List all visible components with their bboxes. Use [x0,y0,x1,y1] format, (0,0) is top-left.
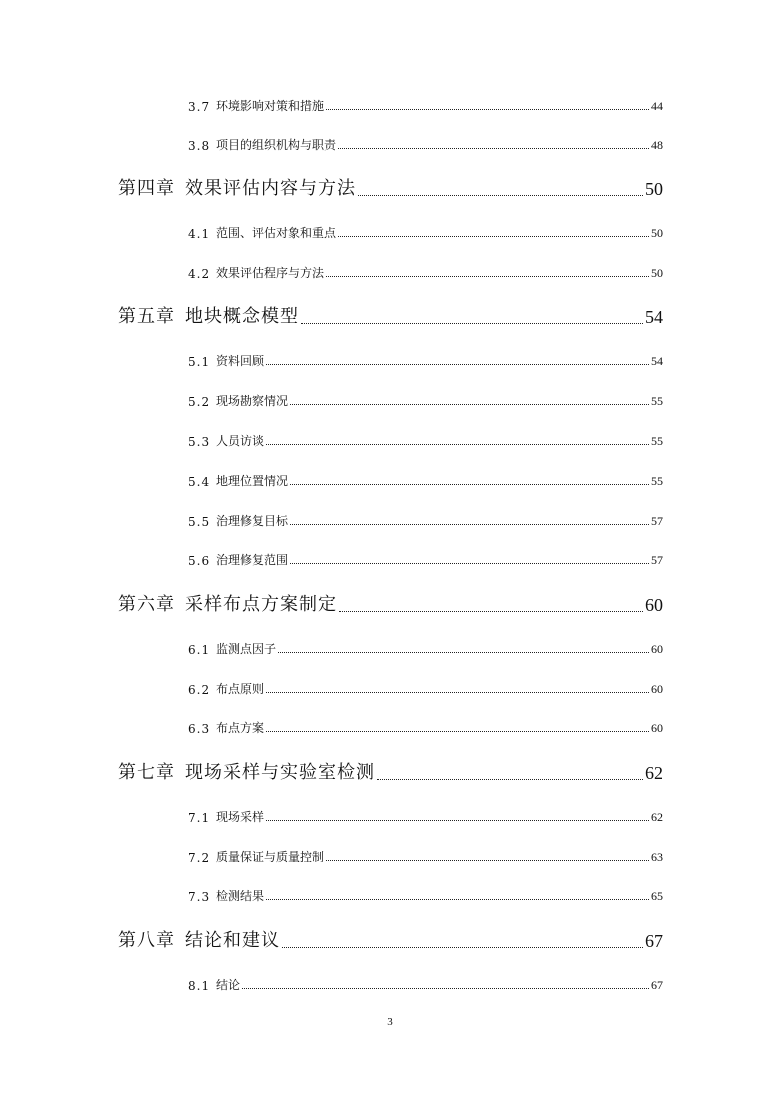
dot-leader [282,947,643,948]
section-title: 治理修复范围 [216,553,289,567]
section-number: 6.3 [188,722,211,736]
section-title: 布点原则 [216,682,265,696]
chapter-title: 采样布点方案制定 [185,594,337,615]
dot-leader [266,444,649,445]
section-title: 现场采样 [216,810,265,824]
section-title: 环境影响对策和措施 [216,99,325,113]
section-number: 6.2 [188,683,211,697]
page-ref: 55 [651,394,663,408]
page-ref: 50 [651,226,663,240]
dot-leader [266,692,649,693]
section-title: 治理修复目标 [216,514,289,528]
page-ref: 55 [651,474,663,488]
page-ref: 60 [645,595,663,615]
page-ref: 44 [651,99,663,113]
dot-leader [358,195,643,196]
page-ref: 62 [651,810,663,824]
toc-entry-5-3[interactable] [188,431,663,449]
dot-leader [326,860,649,861]
section-number: 5.1 [188,355,211,369]
dot-leader [326,276,649,277]
section-number: 7.1 [188,811,211,825]
dot-leader [278,652,649,653]
toc-entry-7-3[interactable] [188,886,663,904]
toc-entry-6-3[interactable] [188,718,663,736]
toc-chapter-7[interactable] [118,758,663,784]
dot-leader [338,148,649,149]
toc-entry-4-2[interactable] [188,263,663,281]
toc-entry-5-4[interactable] [188,471,663,489]
page-ref: 67 [645,931,663,951]
section-number: 6.1 [188,643,211,657]
page-ref: 54 [645,307,663,327]
toc-chapter-8[interactable] [118,926,663,952]
page-ref: 48 [651,138,663,152]
section-title: 资料回顾 [216,354,265,368]
page-ref: 67 [651,978,663,992]
section-number: 5.2 [188,395,211,409]
section-title: 现场勘察情况 [216,394,289,408]
dot-leader [377,779,643,780]
chapter-number: 第六章 [118,594,175,615]
page-ref: 50 [645,179,663,199]
section-title: 结论 [216,978,241,992]
chapter-title: 效果评估内容与方法 [185,178,356,199]
dot-leader [326,109,649,110]
section-title: 地理位置情况 [216,474,289,488]
toc-entry-5-1[interactable] [188,351,663,369]
section-title: 监测点因子 [216,642,277,656]
section-number: 7.3 [188,890,211,904]
toc-entry-3-8[interactable] [188,135,663,153]
page-ref: 60 [651,721,663,735]
toc-entry-5-6[interactable] [188,550,663,568]
page-footer-number: 3 [387,1016,393,1028]
page-ref: 57 [651,514,663,528]
chapter-title: 现场采样与实验室检测 [185,762,375,783]
section-title: 项目的组织机构与职责 [216,138,337,152]
page-ref: 57 [651,553,663,567]
section-number: 5.6 [188,554,211,568]
dot-leader [301,323,643,324]
chapter-number: 第四章 [118,178,175,199]
dot-leader [290,484,649,485]
chapter-title: 地块概念模型 [185,306,299,327]
section-number: 3.8 [188,139,211,153]
toc-entry-5-5[interactable] [188,511,663,529]
page-ref: 60 [651,642,663,656]
section-title: 质量保证与质量控制 [216,850,325,864]
dot-leader [266,731,649,732]
page-ref: 60 [651,682,663,696]
dot-leader [290,563,649,564]
section-number: 4.2 [188,267,211,281]
toc-entry-4-1[interactable] [188,223,663,241]
toc-chapter-5[interactable] [118,302,663,328]
page-ref: 55 [651,434,663,448]
section-number: 8.1 [188,979,211,993]
dot-leader [266,364,649,365]
toc-chapter-4[interactable] [118,174,663,200]
chapter-number: 第五章 [118,306,175,327]
section-number: 7.2 [188,851,211,865]
section-title: 范围、评估对象和重点 [216,226,337,240]
section-title: 效果评估程序与方法 [216,266,325,280]
toc-entry-6-1[interactable] [188,639,663,657]
section-number: 4.1 [188,227,211,241]
dot-leader [290,404,649,405]
toc-chapter-6[interactable] [118,590,663,616]
chapter-number: 第八章 [118,930,175,951]
page-ref: 54 [651,354,663,368]
dot-leader [339,611,643,612]
toc-entry-8-1[interactable] [188,975,663,993]
section-number: 5.5 [188,515,211,529]
page-ref: 63 [651,850,663,864]
toc-entry-5-2[interactable] [188,391,663,409]
section-title: 人员访谈 [216,434,265,448]
chapter-number: 第七章 [118,762,175,783]
toc-entry-3-7[interactable] [188,96,663,114]
page-ref: 65 [651,889,663,903]
toc-entry-7-1[interactable] [188,807,663,825]
section-number: 5.3 [188,435,211,449]
chapter-title: 结论和建议 [185,930,280,951]
dot-leader [266,899,649,900]
toc-entry-6-2[interactable] [188,679,663,697]
dot-leader [266,820,649,821]
dot-leader [290,524,649,525]
section-number: 3.7 [188,100,211,114]
toc-entry-7-2[interactable] [188,847,663,865]
page-ref: 50 [651,266,663,280]
section-number: 5.4 [188,475,211,489]
dot-leader [242,988,649,989]
dot-leader [338,236,649,237]
section-title: 检测结果 [216,889,265,903]
section-title: 布点方案 [216,721,265,735]
page-ref: 62 [645,763,663,783]
